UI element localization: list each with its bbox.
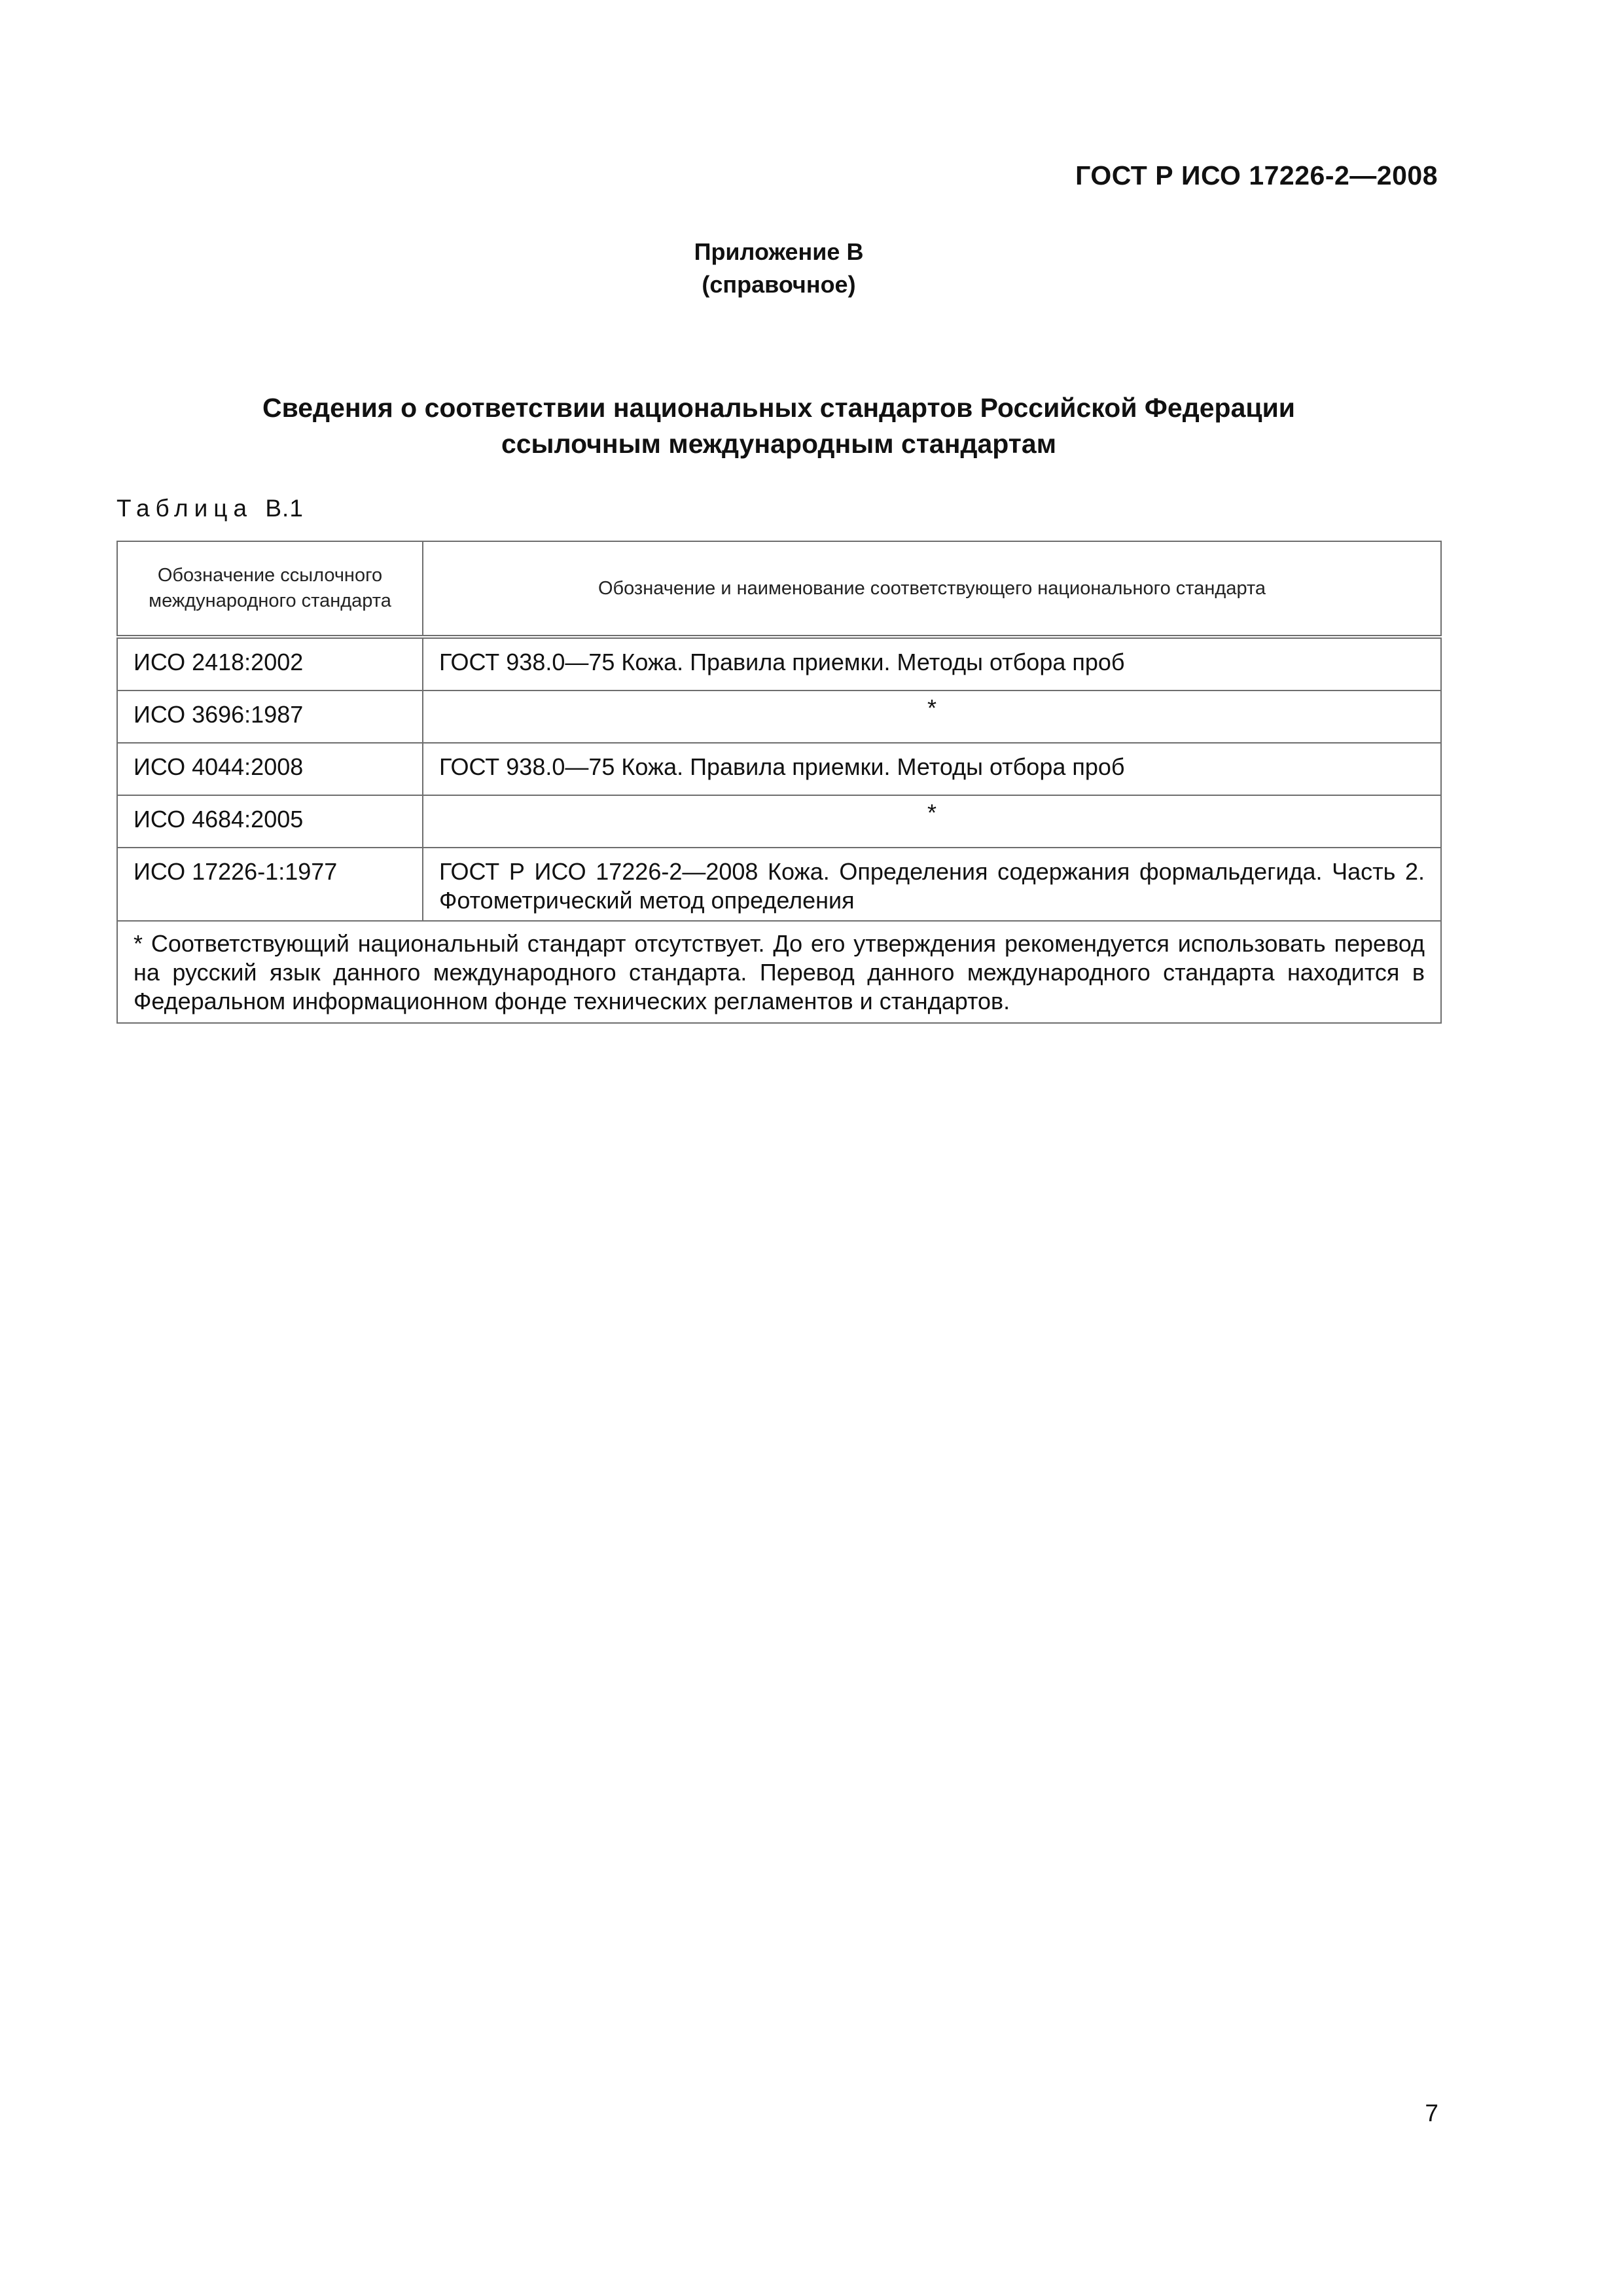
appendix-subtitle: (справочное) [702,271,856,298]
national-cell: ГОСТ 938.0—75 Кожа. Правила приемки. Методы отбора проб [423,637,1441,691]
appendix-title: Приложение В [694,238,864,265]
table-row [117,743,1441,795]
table-caption [116,495,304,522]
table-row [117,848,1441,921]
appendix-heading [0,236,1558,301]
iso-cell: ИСО 4044:2008 [117,743,423,795]
column-header-iso: Обозначение ссылочного международного стандарта [117,541,423,637]
table-footnote: * Соответствующий национальный стандарт отсутствует. До его утверждения рекомендуется использовать перевод на русский язык данного международного стандарта. Перевод данного международного стандарта находится в Федеральном информационном фонде технических регламентов и стандартов. [117,921,1441,1023]
iso-cell: ИСО 3696:1987 [117,691,423,743]
iso-cell: ИСО 17226-1:1977 [117,848,423,921]
table-header-row [117,541,1441,637]
document-code: ГОСТ Р ИСО 17226-2—2008 [1075,160,1438,190]
table-row [117,637,1441,691]
table-row [117,795,1441,848]
national-cell: * [423,691,1441,743]
national-cell: ГОСТ 938.0—75 Кожа. Правила приемки. Методы отбора проб [423,743,1441,795]
correspondence-table [116,541,1442,1024]
table-caption-number: В.1 [265,495,304,522]
iso-cell: ИСО 2418:2002 [117,637,423,691]
iso-cell: ИСО 4684:2005 [117,795,423,848]
national-cell: * [423,795,1441,848]
section-heading [0,390,1558,462]
national-cell: ГОСТ Р ИСО 17226-2—2008 Кожа. Определения содержания формальдегида. Часть 2. Фотометрический метод определения [423,848,1441,921]
table-footnote-row [117,921,1441,1023]
table-caption-label: Таблица [116,495,253,522]
section-heading-line-1: Сведения о соответствии национальных стандартов Российской Федерации [262,393,1296,423]
section-heading-line-2: ссылочным международным стандартам [501,429,1057,459]
table-row [117,691,1441,743]
page-number: 7 [1425,2100,1438,2126]
column-header-national: Обозначение и наименование соответствующего национального стандарта [423,541,1441,637]
